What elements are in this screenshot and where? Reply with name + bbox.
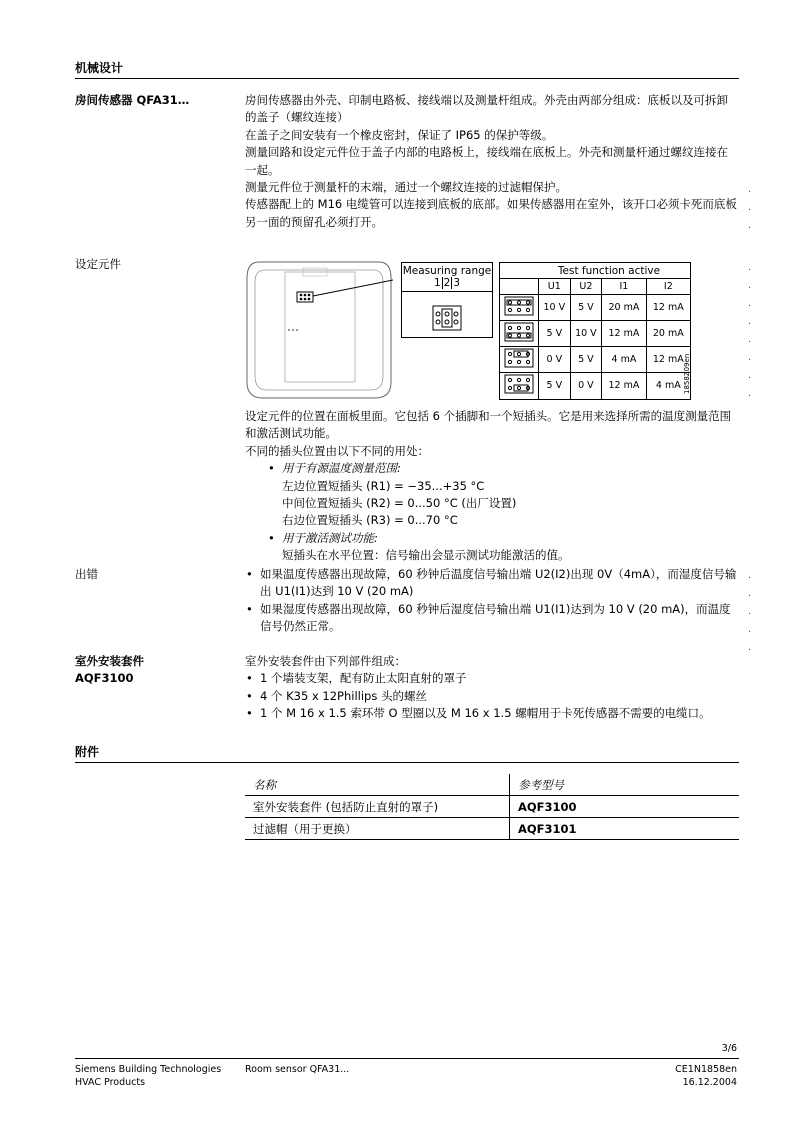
setting-bullets — [267, 460, 739, 564]
measuring-range-box — [401, 262, 493, 338]
table-cell: 10 V — [539, 295, 571, 321]
position-label: 3 — [453, 277, 461, 289]
table-cell: 0 V — [539, 347, 571, 373]
list-item: • 4 个 K35 x 12Phillips 头的螺丝 — [245, 688, 739, 705]
footer-rule — [75, 1058, 739, 1059]
table-cell: 5 V — [539, 373, 571, 399]
column-header: U1 — [539, 279, 571, 295]
table-cell: 20 mA — [602, 295, 647, 321]
list-item — [267, 460, 739, 530]
table-cell: 5 V — [570, 295, 602, 321]
list-item: • 1 个墙装支架，配有防止太阳直射的罩子 — [245, 670, 739, 687]
list-item — [267, 530, 739, 565]
footer-doc — [675, 1063, 737, 1089]
table-cell: 10 V — [570, 321, 602, 347]
table-cell: 0 V — [570, 373, 602, 399]
list-item: • 1 个 M 16 x 1.5 索环带 O 型圈以及 M 16 x 1.5 螺帽用于卡死传感器不需要的电缆口。 — [245, 705, 739, 722]
jumper-icon — [500, 373, 539, 399]
company-name: Siemens Building Technologies — [75, 1064, 222, 1075]
paragraph: 设定元件的位置在面板里面。它包括 6 个插脚和一个短插头。它是用来选择所需的温度测量范围和激活测试功能。 — [245, 409, 732, 441]
table-cell: 12 mA — [602, 373, 647, 399]
range-line: 左边位置短插头 (R1) = −35...+35 °C — [282, 478, 485, 493]
jumper-icon — [500, 295, 539, 321]
table-cell: 12 mA — [602, 321, 647, 347]
footer-product: Room sensor QFA31... — [245, 1064, 350, 1075]
side-label-room-sensor: 房间传感器 QFA31… — [75, 93, 190, 107]
outdoor-list — [245, 670, 739, 722]
table-cell: 过滤帽（用于更换） — [245, 818, 510, 840]
error-list — [245, 566, 739, 636]
doc-id: CE1N1858en — [675, 1064, 737, 1075]
paragraph: 测量元件位于测量杆的末端，通过一个螺纹连接的过滤帽保护。 — [245, 180, 567, 195]
setting-text — [245, 408, 739, 565]
bullet-title: 用于有源温度测量范围: — [282, 461, 401, 476]
table-row — [245, 796, 739, 818]
position-label: 2 — [443, 277, 451, 289]
side-label-error: 出错 — [75, 567, 98, 581]
jumper-icon — [500, 321, 539, 347]
table-cell: 5 V — [570, 347, 602, 373]
paragraph: 室外安装套件由下列部件组成： — [245, 654, 406, 668]
side-label-setting: 设定元件 — [75, 257, 121, 271]
page-number: 3/6 — [721, 1043, 737, 1054]
section-title-mechanical: 机械设计 — [75, 61, 124, 75]
column-header: U2 — [570, 279, 602, 295]
outdoor-text — [245, 653, 739, 723]
paragraph: 测量回路和设定元件位于盖子内部的电路板上，接线端在底板上。外壳和测量杆通过螺纹连接在一起。 — [245, 145, 728, 177]
paragraph: 传感器配上的 M16 电缆管可以连接到底板的底部。如果传感器用在室外，该开口必须卡死而底板另一面的预留孔必须打开。 — [245, 197, 737, 229]
paragraph: 不同的插头位置由以下不同的用处： — [245, 443, 429, 458]
jumper-icon — [500, 347, 539, 373]
test-function-box — [499, 262, 691, 400]
sensor-board-drawing — [245, 258, 393, 402]
paragraph: 在盖子之间安装有一个橡皮密封，保证了 IP65 的保护等级。 — [245, 127, 554, 142]
range-line: 中间位置短插头 (R2) = 0...50 °C (出厂设置) — [282, 496, 517, 511]
section-rule — [75, 78, 739, 79]
room-sensor-text — [245, 92, 739, 231]
test-function-table — [500, 278, 690, 399]
test-function-title: Test function active — [557, 265, 661, 277]
outdoor-code: AQF3100 — [75, 671, 134, 685]
setting-diagram — [245, 258, 745, 404]
side-label-outdoor — [75, 653, 144, 687]
list-item: • 如果湿度传感器出现故障，60 秒钟后湿度信号输出端 U1(I1)达到为 10 V (20 mA)，而温度信号仍然正常。 — [245, 601, 739, 636]
range-line: 右边位置短插头 (R3) = 0...70 °C — [282, 513, 458, 528]
test-line: 短插头在水平位置：信号输出会显示测试功能激活的值。 — [282, 548, 570, 563]
doc-date: 16.12.2004 — [682, 1077, 737, 1088]
column-header: 名称 — [245, 774, 510, 796]
accessories-table — [245, 774, 739, 840]
table-cell: 20 mA — [646, 321, 690, 347]
table-cell: AQF3101 — [510, 818, 740, 840]
bullet-title: 用于激活测试功能: — [282, 530, 378, 545]
outdoor-label: 室外安装套件 — [75, 654, 144, 668]
jumper-icon — [432, 305, 462, 331]
measuring-range-title: Measuring range — [402, 265, 492, 277]
table-cell: 4 mA — [646, 373, 690, 399]
section-rule — [75, 762, 739, 763]
figure-id: 1858Z09en — [683, 353, 691, 394]
column-header: 参考型号 — [510, 774, 740, 796]
position-label: 1 — [433, 277, 441, 289]
table-cell: 室外安装套件 (包括防止直射的罩子) — [245, 796, 510, 818]
column-header: I2 — [646, 279, 690, 295]
division-name: HVAC Products — [75, 1077, 146, 1088]
paragraph: 房间传感器由外壳、印制电路板、接线端以及测量杆组成。外壳由两部分组成：底板以及可拆卸的盖子（螺纹连接） — [245, 93, 728, 125]
table-cell: AQF3100 — [510, 796, 740, 818]
footer-company — [75, 1063, 221, 1089]
table-cell: 12 mA — [646, 295, 690, 321]
measuring-range-positions — [402, 277, 492, 289]
list-item: • 如果温度传感器出现故障，60 秒钟后温度信号输出端 U2(I2)出现 0V（4mA），而湿度信号输出 U1(I1)达到 10 V (20 mA) — [245, 566, 739, 601]
section-title-accessories: 附件 — [75, 745, 100, 759]
column-header: I1 — [602, 279, 647, 295]
error-text — [245, 566, 739, 636]
table-cell: 5 V — [539, 321, 571, 347]
table-row — [245, 818, 739, 840]
table-cell: 4 mA — [602, 347, 647, 373]
table-cell: 12 mA — [646, 347, 690, 373]
